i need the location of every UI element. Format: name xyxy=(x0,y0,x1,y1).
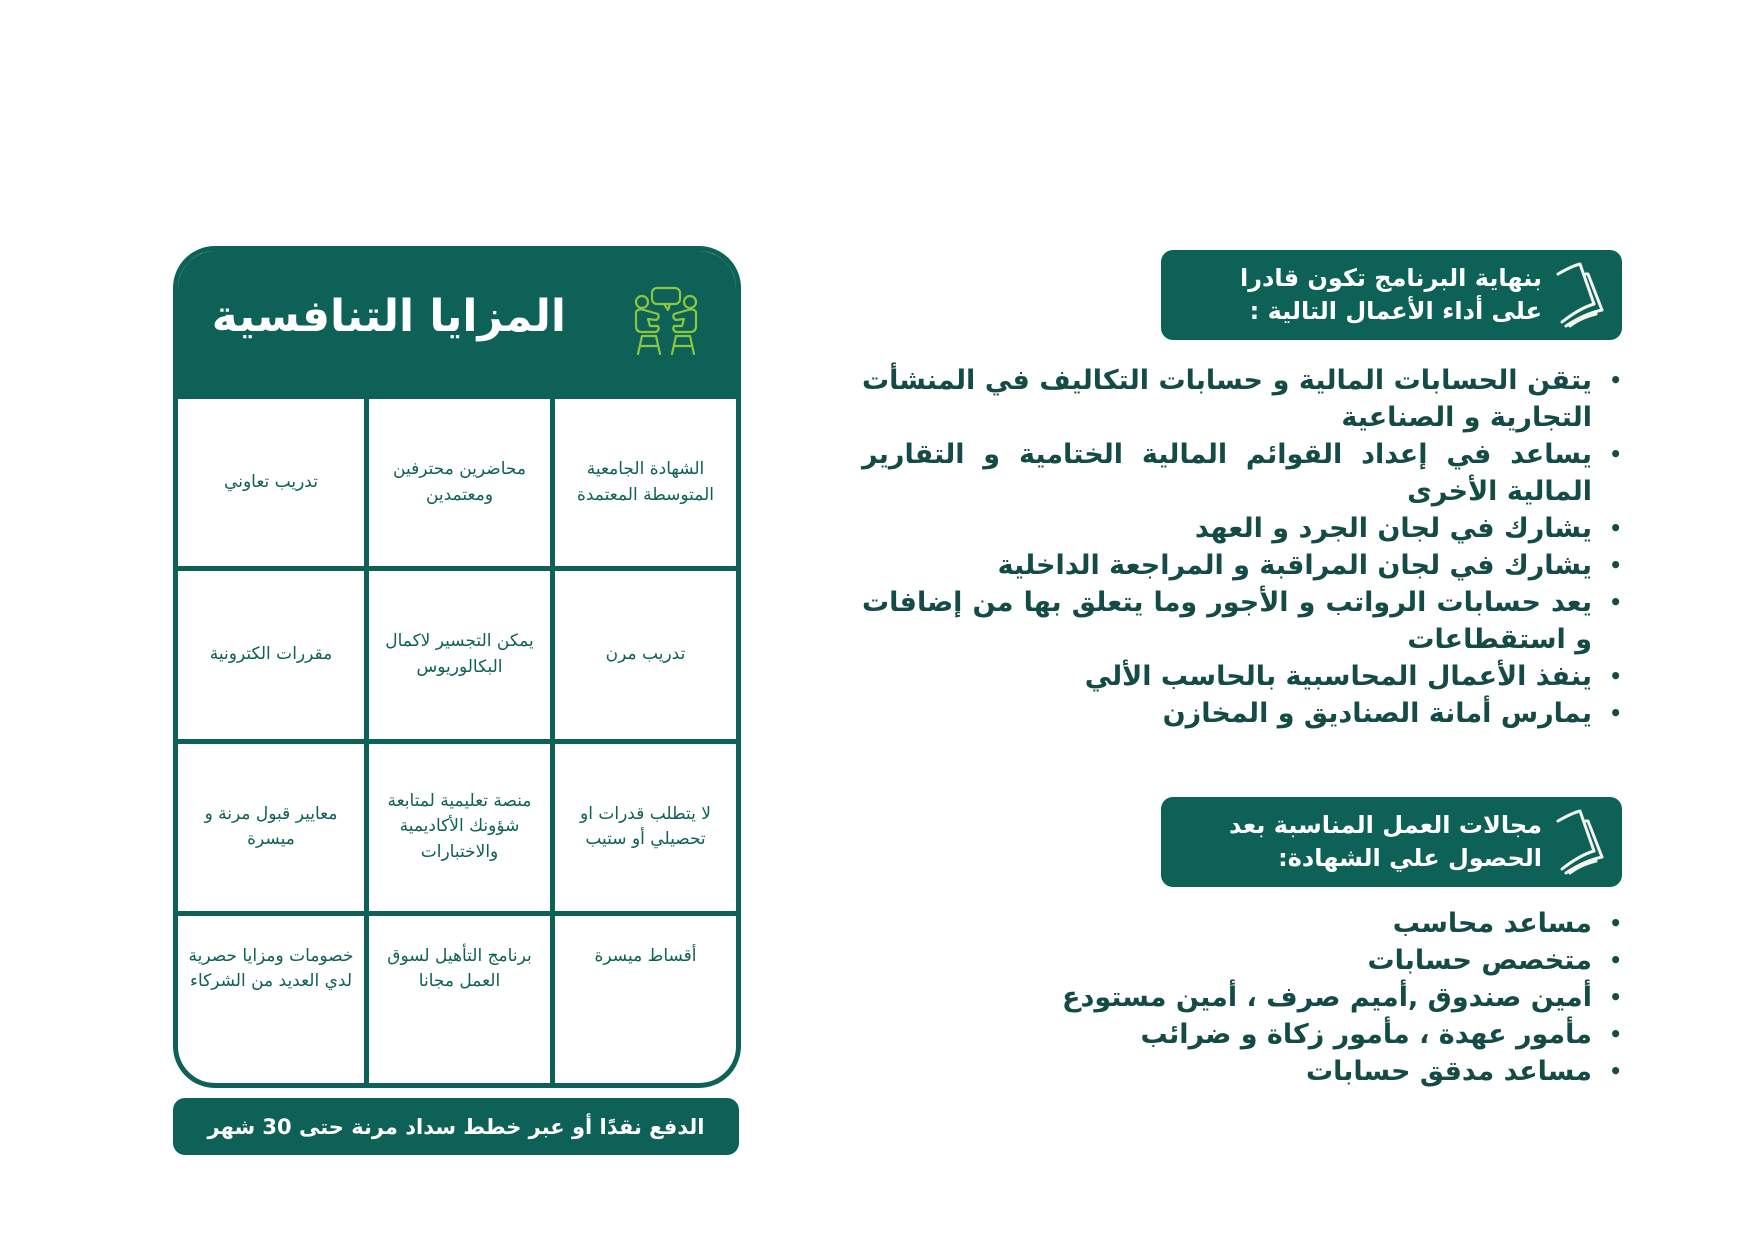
advantages-grid xyxy=(178,394,736,1083)
advantage-cell: لا يتطلب قدرات او تحصيلي أو ستيب xyxy=(550,739,736,911)
advantage-cell: معايير قبول مرنة و ميسرة xyxy=(178,739,364,911)
advantage-cell: أقساط ميسرة xyxy=(550,911,736,1083)
careers-list xyxy=(1002,905,1622,1090)
payment-note: الدفع نقدًا أو عبر خطط سداد مرنة حتى 30 شهر xyxy=(173,1098,739,1155)
advantages-title: المزايا التنافسية xyxy=(211,291,566,342)
bullet-icon: • xyxy=(1609,664,1622,688)
skills-heading-line2: على أداء الأعمال التالية : xyxy=(1249,297,1542,325)
careers-heading-line1: مجالات العمل المناسبة بعد xyxy=(1228,811,1542,839)
list-item: • يشارك في لجان المراقبة و المراجعة الداخلية xyxy=(862,547,1622,584)
discussion-icon xyxy=(628,286,704,356)
advantages-card xyxy=(173,246,741,1088)
bullet-icon: • xyxy=(1609,1022,1622,1046)
list-item: • مساعد محاسب xyxy=(1002,905,1622,942)
book-icon xyxy=(1550,807,1610,877)
bullet-icon: • xyxy=(1609,442,1622,466)
careers-heading-line2: الحصول علي الشهادة: xyxy=(1278,844,1542,872)
advantage-cell: خصومات ومزايا حصرية لدي العديد من الشركاء xyxy=(178,911,364,1083)
advantage-cell: محاضرين محترفين ومعتمدين xyxy=(364,394,550,566)
advantage-cell: مقررات الكترونية xyxy=(178,566,364,738)
advantage-cell: الشهادة الجامعية المتوسطة المعتمدة xyxy=(550,394,736,566)
list-item: • مساعد مدقق حسابات xyxy=(1002,1053,1622,1090)
advantage-cell: تدريب مرن xyxy=(550,566,736,738)
list-item: • يمارس أمانة الصناديق و المخازن xyxy=(862,695,1622,732)
bullet-icon: • xyxy=(1609,985,1622,1009)
list-item: • متخصص حسابات xyxy=(1002,942,1622,979)
list-item: • مأمور عهدة ، مأمور زكاة و ضرائب xyxy=(1002,1016,1622,1053)
bullet-icon: • xyxy=(1609,516,1622,540)
bullet-icon: • xyxy=(1609,911,1622,935)
bullet-icon: • xyxy=(1609,368,1622,392)
skills-heading-line1: بنهاية البرنامج تكون قادرا xyxy=(1239,264,1542,292)
list-item: • ينفذ الأعمال المحاسبية بالحاسب الألي xyxy=(862,658,1622,695)
bullet-icon: • xyxy=(1609,1059,1622,1083)
skills-heading-box xyxy=(1161,250,1622,340)
advantage-cell: برنامج التأهيل لسوق العمل مجانا xyxy=(364,911,550,1083)
list-item: • يتقن الحسابات المالية و حسابات التكاليف في المنشأت التجارية و الصناعية xyxy=(862,362,1622,436)
list-item: • يعد حسابات الرواتب و الأجور وما يتعلق بها من إضافات و استقطاعات xyxy=(862,584,1622,658)
advantage-cell: يمكن التجسير لاكمال البكالوريوس xyxy=(364,566,550,738)
list-item: • يساعد في إعداد القوائم المالية الختامية و التقارير المالية الأخرى xyxy=(862,436,1622,510)
advantage-cell: تدريب تعاوني xyxy=(178,394,364,566)
bullet-icon: • xyxy=(1609,553,1622,577)
list-item: • يشارك في لجان الجرد و العهد xyxy=(862,510,1622,547)
bullet-icon: • xyxy=(1609,701,1622,725)
careers-heading-box xyxy=(1161,797,1622,887)
bullet-icon: • xyxy=(1609,948,1622,972)
bullet-icon: • xyxy=(1609,590,1622,614)
list-item: • أمين صندوق ,أميم صرف ، أمين مستودع xyxy=(1002,979,1622,1016)
skills-list xyxy=(862,362,1622,732)
advantages-card-header xyxy=(178,251,736,394)
advantage-cell: منصة تعليمية لمتابعة شؤونك الأكاديمية والاختبارات xyxy=(364,739,550,911)
book-icon xyxy=(1550,260,1610,330)
